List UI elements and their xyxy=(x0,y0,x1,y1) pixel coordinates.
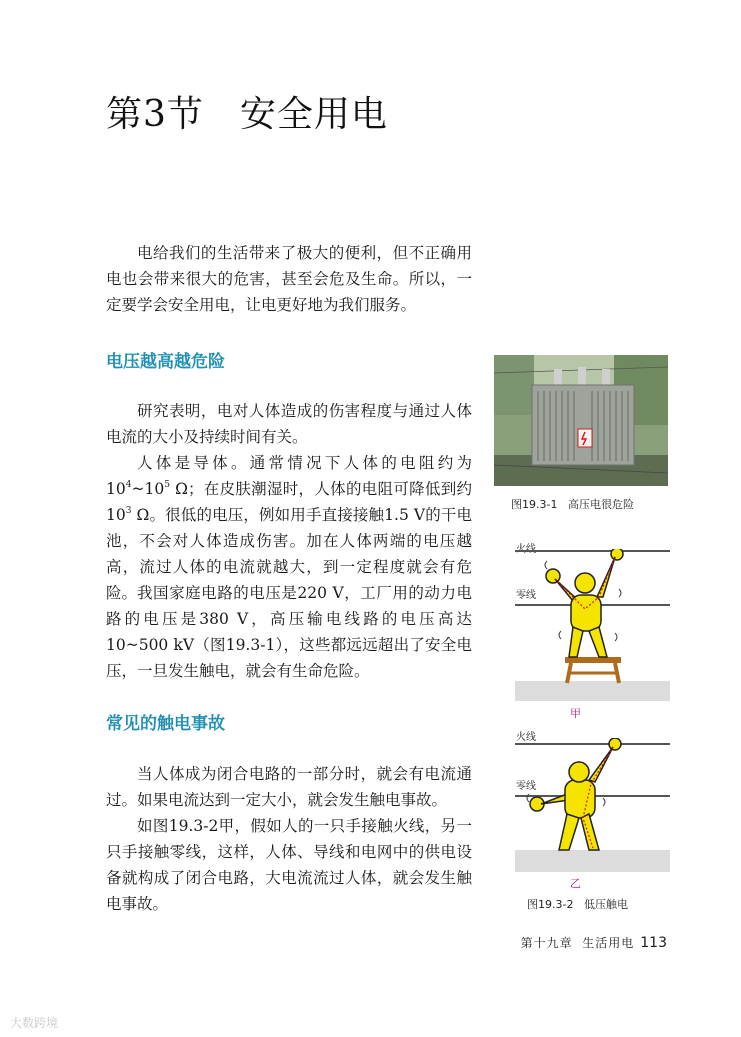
paragraph-household-voltage: 我国家庭电路的电压是220 V，工厂用的动力电路的电压是380 V，高压输电线路的电压高达10~500 kV（图19.3-1），这些都远远超出了安全电压，一旦发生触电，就会有生命危险。 xyxy=(106,584,472,680)
chapter-title xyxy=(106,86,388,137)
paragraph-research: 研究表明，电对人体造成的伤害程度与通过人体电流的大小及持续时间有关。 xyxy=(106,402,472,446)
chapter-number: 第3节 xyxy=(106,94,204,135)
page-footer xyxy=(521,934,667,951)
live-wire-label-a: 火线 xyxy=(516,544,536,555)
section-heading-accidents: 常见的触电事故 xyxy=(106,714,225,734)
paragraph-example: 如图19.3-2甲，假如人的一只手接触火线，另一只手接触零线，这样，人体、导线和电网中的供电设备就构成了闭合电路，大电流流过人体，就会发生触电事故。 xyxy=(106,817,472,913)
section-heading-voltage: 电压越高越危险 xyxy=(106,352,225,372)
watermark: 大数跨境 xyxy=(10,1016,59,1030)
electric-shock-illustration-b xyxy=(515,738,670,872)
figure1-caption: 图19.3-1 高压电很危险 xyxy=(511,498,634,511)
footer-chapter: 第十九章 生活用电 xyxy=(520,936,635,950)
figure2-caption: 图19.3-2 低压触电 xyxy=(527,898,628,911)
transformer-photo xyxy=(494,355,668,486)
figure-label-a: 甲 xyxy=(570,707,581,720)
paragraph-closed-circuit: 当人体成为闭合电路的一部分时，就会有电流通过。如果电流达到一定大小，就会发生触电事故。 xyxy=(106,765,472,809)
intro-paragraph: 电给我们的生活带来了极大的便利，但不正确用电也会带来很大的危害，甚至会危及生命。所以，一定要学会安全用电，让电更好地为我们服务。 xyxy=(106,244,472,314)
neutral-wire-label-b: 零线 xyxy=(516,781,536,792)
electric-shock-illustration-a xyxy=(515,549,670,701)
neutral-wire-label-a: 零线 xyxy=(516,590,536,601)
paragraph-body-resistance: 人体是导体。通常情况下人体的电阻约为$10^4\sim 10^5$ Ω；在皮肤潮湿时，人体的电阻可降低到约$10^3$ Ω。很低的电压，例如用手直接接触1.5 V的干电池，不会对人体造成伤害。加在人体两端的电压越高，流过人体的电流就越大，到一定程度就会有危险。 xyxy=(106,454,472,602)
figure-label-b: 乙 xyxy=(570,877,581,890)
live-wire-label-b: 火线 xyxy=(516,732,536,743)
chapter-name: 安全用电 xyxy=(239,94,388,135)
page-number: 113 xyxy=(640,935,667,951)
